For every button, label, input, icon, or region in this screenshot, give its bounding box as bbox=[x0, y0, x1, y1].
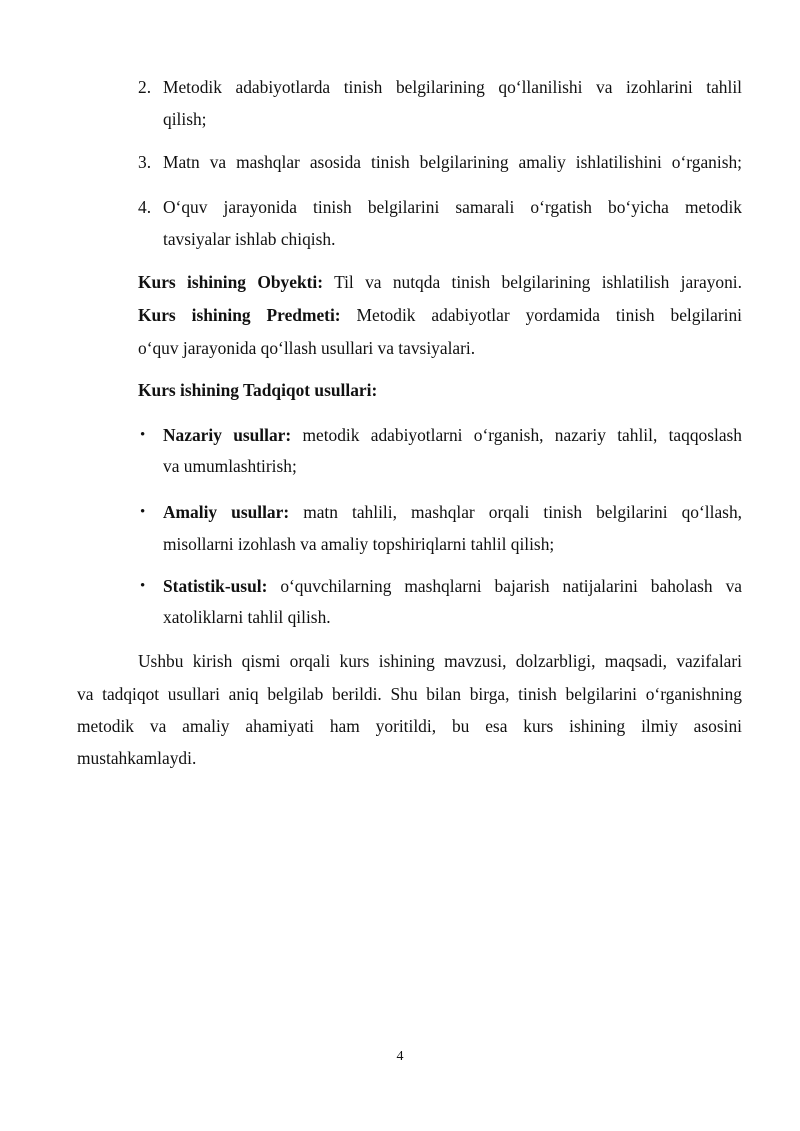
item-text-line: O‘quv jarayonida tinish belgilarini samarali o‘rgatish bo‘yicha metodik bbox=[163, 197, 742, 217]
bullet-label: Nazariy usullar: bbox=[163, 425, 292, 445]
bullet-text-line: va umumlashtirish; bbox=[163, 456, 297, 476]
bullet-label: Statistik-usul: bbox=[163, 576, 268, 596]
bullet-text-line: Nazariy usullar: metodik adabiyotlarni o‘rganish, nazariy tahlil, taqqoslash bbox=[163, 425, 742, 445]
bullet-marker: • bbox=[140, 504, 146, 520]
bullet-label: Amaliy usullar: bbox=[163, 502, 290, 522]
item-number: 2. bbox=[138, 77, 152, 97]
item-text-line: Metodik adabiyotlarda tinish belgilarining qo‘llanilishi va izohlarini tahlil bbox=[163, 77, 742, 97]
subject-text: Metodik adabiyotlar yordamida tinish belgilarini bbox=[340, 305, 742, 325]
object-label: Kurs ishining Obyekti: bbox=[138, 272, 324, 292]
item-text-line: tavsiyalar ishlab chiqish. bbox=[163, 229, 336, 249]
conclusion-line: Ushbu kirish qismi orqali kurs ishining mavzusi, dolzarbligi, maqsadi, vazifalari bbox=[138, 651, 742, 671]
item-number: 3. bbox=[138, 152, 152, 172]
bullet-marker: • bbox=[140, 578, 146, 594]
methods-heading: Kurs ishining Tadqiqot usullari: bbox=[138, 380, 378, 400]
page-number: 4 bbox=[396, 1049, 404, 1064]
object-paragraph bbox=[138, 272, 742, 292]
item-text-line: qilish; bbox=[163, 109, 207, 129]
subject-paragraph bbox=[138, 305, 742, 325]
object-text: Til va nutqda tinish belgilarining ishlatilish jarayoni. bbox=[323, 272, 742, 292]
bullet-text-line: Amaliy usullar: matn tahlili, mashqlar orqali tinish belgilarini qo‘llash, bbox=[163, 502, 742, 522]
item-text-line: Matn va mashqlar asosida tinish belgilarining amaliy ishlatilishini o‘rganish; bbox=[163, 152, 742, 172]
bullet-text-line: Statistik-usul: o‘quvchilarning mashqlarni bajarish natijalarini baholash va bbox=[163, 576, 742, 596]
conclusion-line: mustahkamlaydi. bbox=[77, 748, 197, 768]
item-number: 4. bbox=[138, 197, 152, 217]
conclusion-line: va tadqiqot usullari aniq belgilab berildi. Shu bilan birga, tinish belgilarini o‘rganishning bbox=[77, 684, 742, 704]
conclusion-line: metodik va amaliy ahamiyati ham yoritildi, bu esa kurs ishining ilmiy asosini bbox=[77, 716, 742, 736]
bullet-text-line: xatoliklarni tahlil qilish. bbox=[163, 607, 331, 627]
subject-label: Kurs ishining Predmeti: bbox=[138, 305, 341, 325]
bullet-marker: • bbox=[140, 427, 146, 443]
subject-text-line: o‘quv jarayonida qo‘llash usullari va tavsiyalari. bbox=[138, 338, 476, 358]
bullet-text-line: misollarni izohlash va amaliy topshiriqlarni tahlil qilish; bbox=[163, 534, 555, 554]
